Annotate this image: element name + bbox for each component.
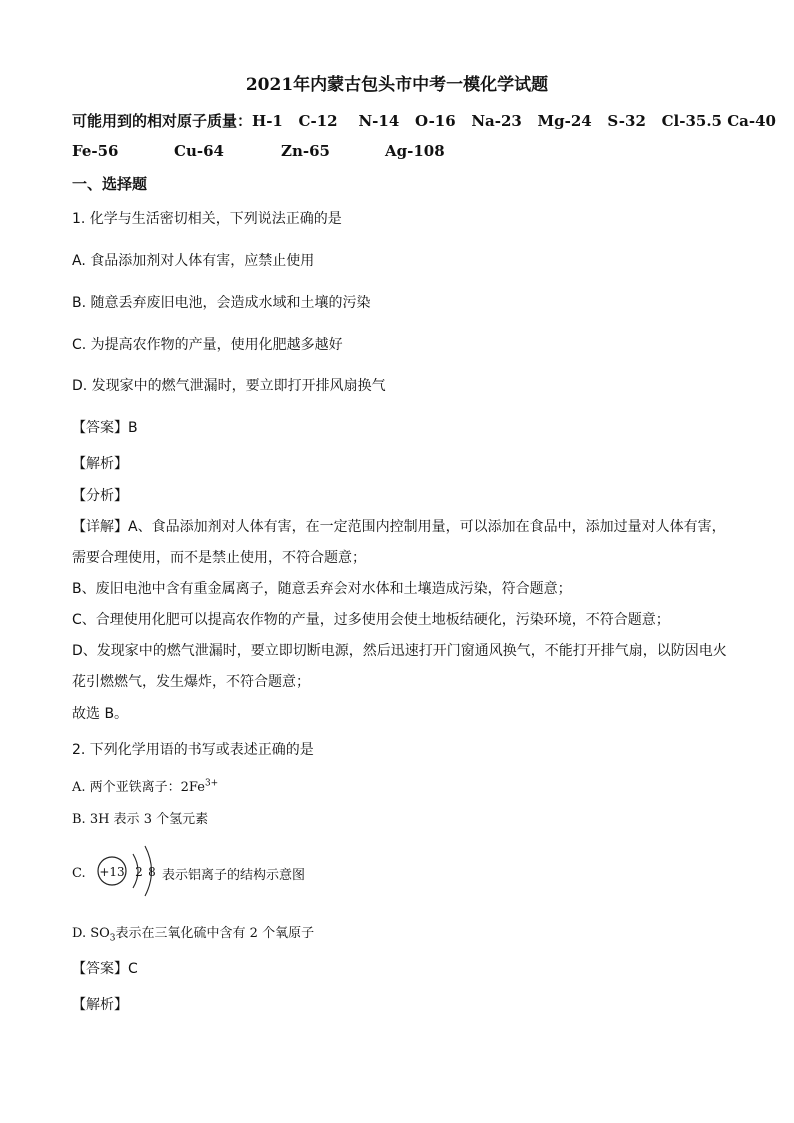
page-title: 2021年内蒙古包头市中考一模化学试题 (245, 75, 549, 95)
question-1-option-a: A. 食品添加剂对人体有害，应禁止使用 (72, 253, 315, 269)
option-d-subscript: 3 (109, 933, 116, 944)
shell-1-electrons: 2 (135, 865, 143, 879)
atomic-mass-item: Zn-65 (281, 142, 330, 160)
atomic-mass-item: S-32 (607, 112, 646, 130)
question-1-fenxi-label: 【分析】 (72, 488, 128, 504)
question-1-detail-line: 故选 B。 (72, 706, 129, 722)
question-2-option-d (72, 922, 314, 944)
option-d-text: 表示在三氧化硫中含有 2 个氧原子 (115, 926, 315, 941)
question-2-stem: 2. 下列化学用语的书写或表述正确的是 (72, 742, 314, 758)
question-1-option-b: B. 随意丢弃废旧电池，会造成水域和土壤的污染 (72, 295, 371, 311)
question-2-answer: 【答案】C (72, 961, 138, 977)
atomic-mass-item: Ca-40 (727, 112, 776, 130)
question-1-detail-line: 花引燃燃气，发生爆炸，不符合题意； (72, 674, 310, 690)
atomic-mass-item: Fe-56 (72, 142, 119, 160)
question-2-option-c-prefix: C. (72, 866, 86, 881)
atomic-mass-row-2 (72, 142, 445, 160)
question-2-option-c-text: 表示铝离子的结构示意图 (162, 868, 306, 883)
question-1-detail-line: D、发现家中的燃气泄漏时，要立即切断电源，然后迅速打开门窗通风换气，不能打开排气扇，以防因电火 (72, 643, 727, 659)
option-d-formula: D. SO (72, 926, 110, 941)
question-1-stem: 1. 化学与生活密切相关，下列说法正确的是 (72, 211, 342, 227)
option-a-text: A. 两个亚铁离子：2Fe (72, 780, 205, 795)
question-1-analysis-label: 【解析】 (72, 456, 128, 472)
atomic-mass-row-1 (72, 110, 776, 131)
atomic-mass-item: Ag-108 (385, 142, 445, 160)
question-1-detail-line: 需要合理使用，而不是禁止使用，不符合题意； (72, 550, 366, 566)
question-2-option-a (72, 776, 218, 795)
atomic-mass-item: H-1 (252, 112, 283, 130)
question-1-detail-line: C、合理使用化肥可以提高农作物的产量，过多使用会使土地板结硬化，污染环境，不符合题意； (72, 612, 670, 628)
question-1-option-d: D. 发现家中的燃气泄漏时，要立即打开排风扇换气 (72, 378, 386, 394)
question-1-option-c: C. 为提高农作物的产量，使用化肥越多越好 (72, 337, 343, 353)
question-1-detail-line: B、废旧电池中含有重金属离子，随意丢弃会对水体和土壤造成污染，符合题意； (72, 581, 572, 597)
question-2-option-b: B. 3H 表示 3 个氢元素 (72, 812, 209, 827)
shell-2-electrons: 8 (148, 865, 156, 879)
question-1-answer: 【答案】B (72, 420, 138, 436)
atomic-mass-label: 可能用到的相对原子质量： (72, 112, 253, 130)
atomic-mass-item: Cl-35.5 (661, 112, 722, 130)
atomic-mass-item: Mg-24 (537, 112, 592, 130)
atomic-mass-item: O-16 (414, 112, 456, 130)
atomic-mass-item: Na-23 (471, 112, 522, 130)
question-1-detail-line: 【详解】A、食品添加剂对人体有害，在一定范围内控制用量，可以添加在食品中，添加过量对人体有害， (72, 519, 726, 535)
atomic-mass-item: N-14 (358, 112, 400, 130)
section-heading: 一、选择题 (72, 175, 148, 193)
question-2-analysis-label: 【解析】 (72, 997, 128, 1013)
nucleus-charge: +13 (99, 865, 125, 879)
option-a-charge: 3+ (204, 778, 219, 789)
atomic-mass-item: C-12 (298, 112, 338, 130)
atomic-mass-item: Cu-64 (174, 142, 224, 160)
